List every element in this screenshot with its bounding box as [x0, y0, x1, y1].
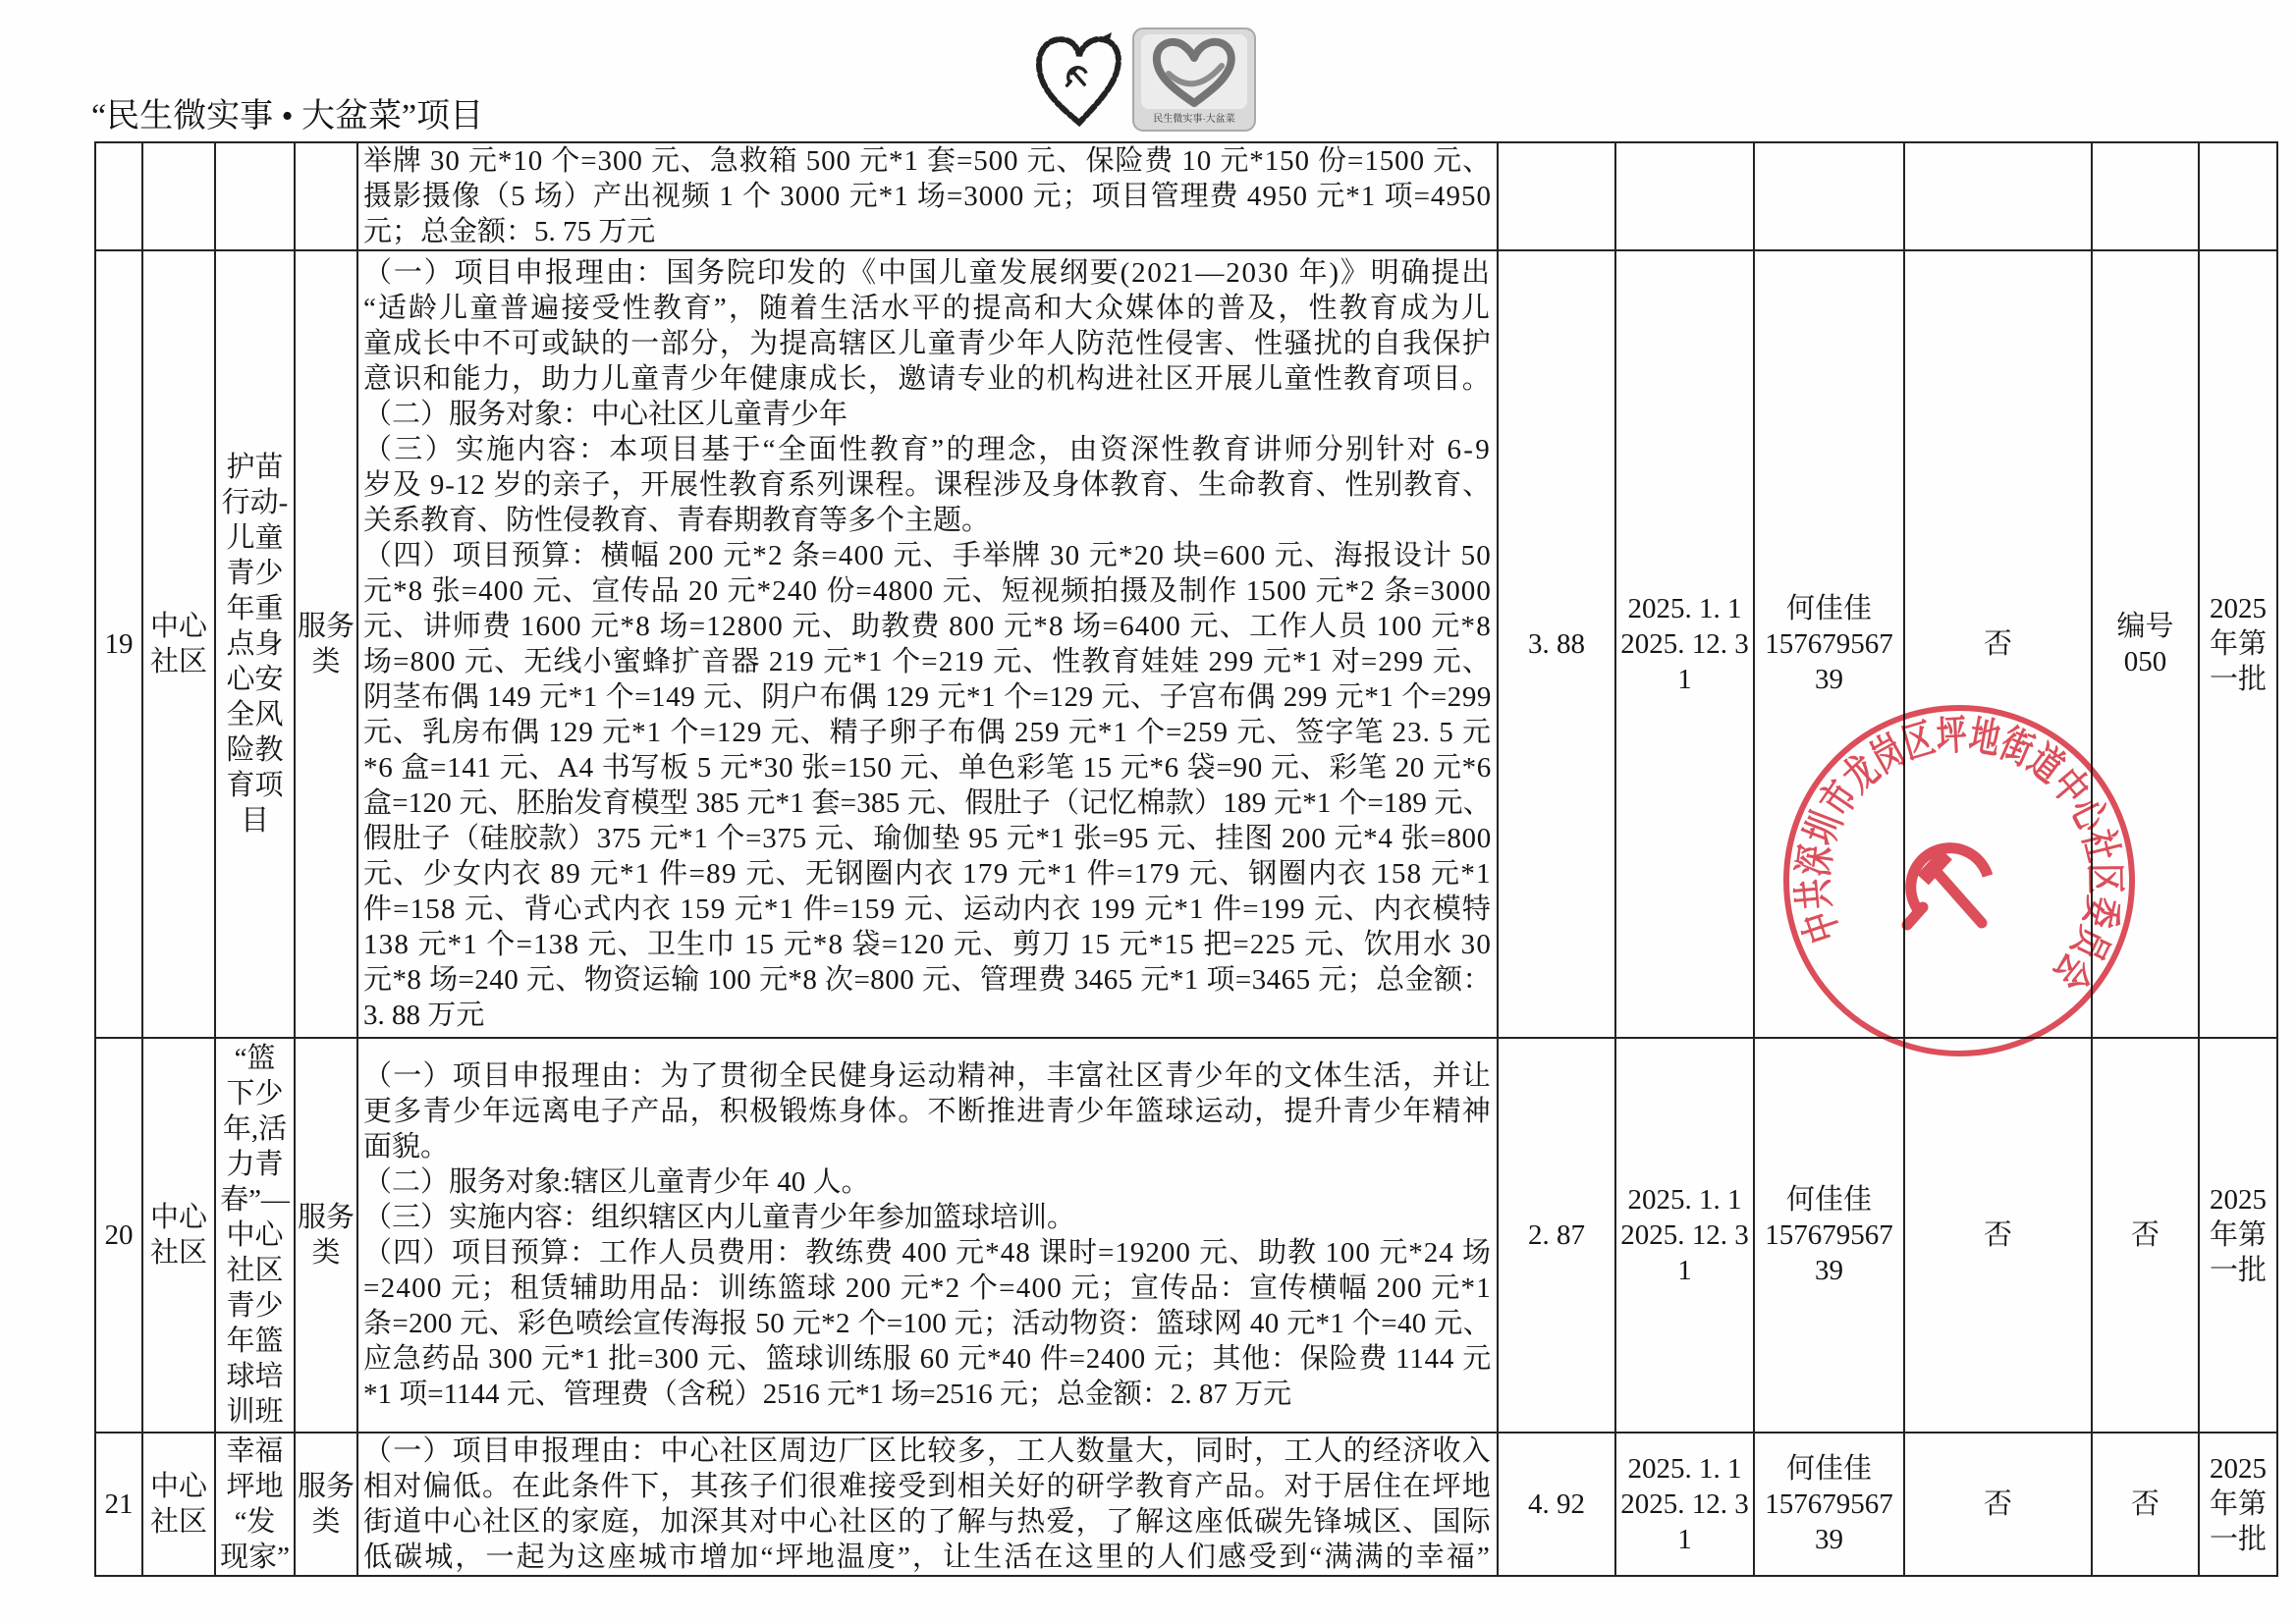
content-line: 件=158 元、背心式内衣 159 元*1 件=159 元、运动内衣 199 元*1 件=199 元、内衣模特: [363, 893, 1492, 925]
project-period-line: 2025. 1. 1: [1627, 1453, 1742, 1485]
project-period-line: 2025. 1. 1: [1627, 1184, 1742, 1216]
contact-info-line: 何佳佳: [1785, 1453, 1872, 1485]
content-line: 岁及 9-12 岁的亲子，开展性教育系列课程。课程涉及身体教育、生命教育、性别教育、: [363, 469, 1492, 501]
community-cell: [143, 143, 216, 251]
batch-line: 一批: [2209, 1524, 2267, 1555]
project-period-line: 1: [1677, 1524, 1692, 1555]
batch-line: 2025: [2210, 593, 2267, 624]
project-name-line: 坪地: [226, 1471, 284, 1502]
row-number-cell: [96, 1039, 143, 1434]
community-name-line: 中心: [149, 611, 207, 642]
project-name-line: 年重: [226, 593, 284, 624]
content-line: =2400 元；租赁辅助用品：训练篮球 200 元*2 个=400 元；宣传品：宣传横幅 200 元*1: [363, 1272, 1492, 1304]
amount-cell: [1499, 1434, 1616, 1577]
row-number: 21: [104, 1488, 134, 1520]
service-category-line: 类: [311, 646, 341, 677]
batch-line: 2025: [2210, 1453, 2267, 1485]
content-line: （二）服务对象:辖区儿童青少年 40 人。: [363, 1166, 870, 1198]
content-cell: [358, 1039, 1499, 1434]
contact-info-line: 39: [1815, 1255, 1843, 1286]
content-line: *6 盒=141 元、A4 书写板 5 元*30 张=150 元、单色彩笔 15 元*6 袋=90 元、彩笔 20 元*6: [363, 752, 1492, 784]
amount-cell: [1499, 143, 1616, 251]
content-line: 关系教育、防性侵教育、青春期教育等多个主题。: [363, 505, 991, 536]
code-cell: [2093, 1434, 2200, 1577]
service-category-line: 服务: [297, 611, 355, 642]
content-line: 场=800 元、无线小蜜蜂扩音器 219 元*1 个=219 元、性教育娃娃 299 元*1 对=299 元、: [363, 646, 1492, 677]
contact-cell: [1755, 1039, 1905, 1434]
project-name-line: 点身: [226, 628, 284, 660]
flag-value: 否: [1983, 628, 2012, 660]
content-line: 面貌。: [363, 1131, 450, 1163]
contact-info-line: 何佳佳: [1785, 1184, 1872, 1216]
project-name-line: 险教: [226, 734, 284, 766]
project-name-line: 护苗: [226, 452, 284, 483]
period-cell: [1616, 251, 1755, 1039]
period-cell: [1616, 1039, 1755, 1434]
project-code-line: 编号: [2116, 611, 2174, 642]
project-name-line: 社区: [226, 1255, 284, 1286]
period-cell: [1616, 1434, 1755, 1577]
contact-info-line: 39: [1815, 1524, 1843, 1555]
community-name-line: 社区: [149, 1237, 207, 1269]
content-line: “适龄儿童普遍接受性教育”，随着生活水平的提高和大众媒体的普及，性教育成为儿: [363, 293, 1492, 324]
content-line: 3. 88 万元: [363, 1000, 485, 1031]
community-name-line: 社区: [149, 1506, 207, 1538]
project-period-line: 1: [1677, 1255, 1692, 1286]
project-name-line: 青少: [226, 558, 284, 589]
amount-cell: [1499, 1039, 1616, 1434]
content-line: 元*8 张=400 元、宣传品 20 元*240 份=4800 元、短视频拍摄及制作 1500 元*2 条=3000: [363, 575, 1492, 607]
project-name-line: 行动-: [221, 487, 289, 518]
flag-value: 否: [1983, 1488, 2012, 1520]
flag-cell: [1905, 1434, 2093, 1577]
content-line: 相对偏低。在此条件下，其孩子们很难接受到相关好的研学教育产品。对于居住在坪地: [363, 1471, 1492, 1502]
content-line: *1 项=1144 元、管理费（含税）2516 元*1 场=2516 元；总金额：2. 87 万元: [363, 1379, 1292, 1410]
category-cell: [296, 1039, 358, 1434]
service-category-line: 类: [311, 1237, 341, 1269]
content-line: 街道中心社区的家庭，加深其对中心社区的了解与热爱，了解这座低碳先锋城区、国际: [363, 1506, 1492, 1538]
community-name-line: 中心: [149, 1471, 207, 1502]
amount-cell: [1499, 251, 1616, 1039]
contact-info-line: 157679567: [1765, 1488, 1893, 1520]
official-seal: [1777, 699, 2141, 1062]
row-number-cell: [96, 143, 143, 251]
content-line: 138 元*1 个=138 元、卫生巾 15 元*8 袋=120 元、剪刀 15 元*15 把=225 元、饮用水 30: [363, 929, 1492, 960]
content-line: 摄影摄像（5 场）产出视频 1 个 3000 元*1 场=3000 元；项目管理费 4950 元*1 项=4950: [363, 181, 1492, 212]
community-cell: [143, 1434, 216, 1577]
row-number: 19: [104, 628, 134, 660]
contact-info-line: 何佳佳: [1785, 593, 1872, 624]
project-period-line: 2025. 1. 1: [1627, 593, 1742, 624]
content-line: （四）项目预算：工作人员费用：教练费 400 元*48 课时=19200 元、助教 100 元*24 场: [363, 1237, 1492, 1269]
project-name-line: 目: [240, 805, 269, 837]
contact-cell: [1755, 143, 1905, 251]
budget-amount: 3. 88: [1528, 628, 1585, 660]
row-number: 20: [104, 1219, 134, 1251]
project-name-line: 下少: [226, 1078, 284, 1109]
project-name-line: 青少: [226, 1290, 284, 1322]
flag-cell: [1905, 143, 2093, 251]
content-cell: [358, 143, 1499, 251]
content-cell: [358, 1434, 1499, 1577]
project-name-cell: [216, 143, 296, 251]
project-name-line: 球培: [226, 1361, 284, 1392]
project-name-line: 训班: [226, 1396, 284, 1428]
content-line: 条=200 元、彩色喷绘宣传海报 50 元*2 个=100 元；活动物资：篮球网 40 元*1 个=40 元、: [363, 1308, 1492, 1339]
content-line: 童成长中不可或缺的一部分，为提高辖区儿童青少年人防范性侵害、性骚扰的自我保护: [363, 328, 1492, 359]
content-line: 意识和能力，助力儿童青少年健康成长，邀请专业的机构进社区开展儿童性教育项目。: [363, 363, 1492, 395]
budget-amount: 4. 92: [1528, 1488, 1585, 1520]
content-line: 盒=120 元、胚胎发育模型 385 元*1 套=385 元、假肚子（记忆棉款）189 元*1 个=189 元、: [363, 787, 1492, 819]
budget-amount: 2. 87: [1528, 1219, 1585, 1251]
project-name-cell: [216, 1039, 296, 1434]
project-name-cell: [216, 251, 296, 1039]
content-line: 低碳城，一起为这座城市增加“坪地温度”，让生活在这里的人们感受到“满满的幸福”: [363, 1542, 1492, 1573]
content-line: 元；总金额：5. 75 万元: [363, 216, 656, 247]
project-name-line: 年,活: [222, 1113, 288, 1145]
project-name-line: 年篮: [226, 1325, 284, 1357]
project-code-line: 否: [2130, 1219, 2159, 1251]
page-header-title: “民生微实事 • 大盆菜”项目: [91, 98, 484, 135]
project-name-line: 现家”: [220, 1542, 290, 1573]
content-line: 应急药品 300 元*1 批=300 元、篮球训练服 60 元*40 件=2400 元；其他：保险费 1144 元: [363, 1343, 1492, 1375]
batch-cell: [2200, 251, 2278, 1039]
content-line: （四）项目预算：横幅 200 元*2 条=400 元、手举牌 30 元*20 块=600 元、海报设计 50: [363, 540, 1492, 571]
community-cell: [143, 251, 216, 1039]
batch-line: 年第: [2209, 628, 2267, 660]
content-line: 元*8 场=240 元、物资运输 100 元*8 次=800 元、管理费 3465 元*1 项=3465 元；总金额：: [363, 964, 1492, 996]
flag-cell: [1905, 1039, 2093, 1434]
community-name-line: 中心: [149, 1202, 207, 1233]
community-name-line: 社区: [149, 646, 207, 677]
content-line: 元、讲师费 1600 元*8 场=12800 元、助教费 800 元*8 场=6400 元、工作人员 100 元*8: [363, 611, 1492, 642]
project-name-line: 春”—: [220, 1184, 290, 1216]
hammer-sickle-icon: [1907, 848, 1988, 925]
project-name-line: 儿童: [226, 522, 284, 554]
project-name-line: 中心: [226, 1219, 284, 1251]
hammer-sickle-icon: [1066, 68, 1086, 85]
category-cell: [296, 143, 358, 251]
service-category-line: 服务: [297, 1471, 355, 1502]
project-period-line: 2025. 12. 3: [1620, 628, 1749, 660]
batch-line: 一批: [2209, 1255, 2267, 1286]
category-cell: [296, 1434, 358, 1577]
heart-people-party-logo-icon: [1031, 27, 1127, 133]
project-period-line: 2025. 12. 3: [1620, 1219, 1749, 1251]
content-line: （三）实施内容：组织辖区内儿童青少年参加篮球培训。: [363, 1202, 1076, 1233]
service-category-line: 类: [311, 1506, 341, 1538]
content-line: （一）项目申报理由：中心社区周边厂区比较多，工人数量大，同时，工人的经济收入: [363, 1435, 1492, 1467]
batch-line: 2025: [2210, 1184, 2267, 1216]
content-line: 假肚子（硅胶款）375 元*1 个=375 元、瑜伽垫 95 元*1 张=95 元、挂图 200 元*4 张=800: [363, 823, 1492, 854]
contact-info-line: 157679567: [1765, 628, 1893, 660]
project-name-line: 幸福: [226, 1435, 284, 1467]
batch-line: 一批: [2209, 664, 2267, 695]
project-name-line: “发: [234, 1506, 276, 1538]
project-code-line: 否: [2130, 1488, 2159, 1520]
service-category-line: 服务: [297, 1202, 355, 1233]
project-name-line: 力青: [226, 1149, 284, 1180]
batch-cell: [2200, 1039, 2278, 1434]
category-cell: [296, 251, 358, 1039]
batch-cell: [2200, 143, 2278, 251]
flag-value: 否: [1983, 1219, 2012, 1251]
contact-cell: [1755, 1434, 1905, 1577]
row-number-cell: [96, 251, 143, 1039]
batch-line: 年第: [2209, 1219, 2267, 1251]
content-line: （三）实施内容：本项目基于“全面性教育”的理念，由资深性教育讲师分别针对 6-9: [363, 434, 1492, 465]
contact-info-line: 157679567: [1765, 1219, 1893, 1251]
contact-info-line: 39: [1815, 664, 1843, 695]
project-code-line: 050: [2123, 646, 2167, 677]
content-line: 元、乳房布偶 129 元*1 个=129 元、精子卵子布偶 259 元*1 个=259 元、签字笔 23. 5 元: [363, 717, 1492, 748]
row-number-cell: [96, 1434, 143, 1577]
project-name-line: 育项: [226, 770, 284, 801]
minsheng-heart-badge-logo-icon: [1131, 27, 1257, 133]
project-name-cell: [216, 1434, 296, 1577]
period-cell: [1616, 143, 1755, 251]
project-period-line: 2025. 12. 3: [1620, 1488, 1749, 1520]
content-line: 元、少女内衣 89 元*1 件=89 元、无钢圈内衣 179 元*1 件=179 元、钢圈内衣 158 元*1: [363, 858, 1492, 890]
project-period-line: 1: [1677, 664, 1692, 695]
project-name-line: 心安: [226, 664, 284, 695]
content-line: 举牌 30 元*10 个=300 元、急救箱 500 元*1 套=500 元、保险费 10 元*150 份=1500 元、: [363, 145, 1492, 177]
content-line: （一）项目申报理由：国务院印发的《中国儿童发展纲要(2021—2030 年)》明确提出: [363, 257, 1492, 289]
content-line: （二）服务对象：中心社区儿童青少年: [363, 399, 848, 430]
seal-text-path: 中共深圳市龙岗区坪地街道中心社区委员会: [1787, 709, 2131, 1008]
code-cell: [2093, 1039, 2200, 1434]
code-cell: [2093, 143, 2200, 251]
batch-cell: [2200, 1434, 2278, 1577]
community-cell: [143, 1039, 216, 1434]
project-name-line: “篮: [234, 1043, 276, 1074]
batch-line: 年第: [2209, 1488, 2267, 1520]
content-cell: [358, 251, 1499, 1039]
content-line: 更多青少年远离电子产品，积极锻炼身体。不断推进青少年篮球运动，提升青少年精神: [363, 1096, 1492, 1127]
logo-caption: 民生微实事·大盆菜: [1153, 114, 1235, 125]
content-line: （一）项目申报理由：为了贯彻全民健身运动精神，丰富社区青少年的文体生活，并让: [363, 1060, 1492, 1092]
content-line: 阴茎布偶 149 元*1 个=149 元、阴户布偶 129 元*1 个=129 元、子宫布偶 299 元*1 个=299: [363, 681, 1492, 713]
project-name-line: 全风: [226, 699, 284, 730]
